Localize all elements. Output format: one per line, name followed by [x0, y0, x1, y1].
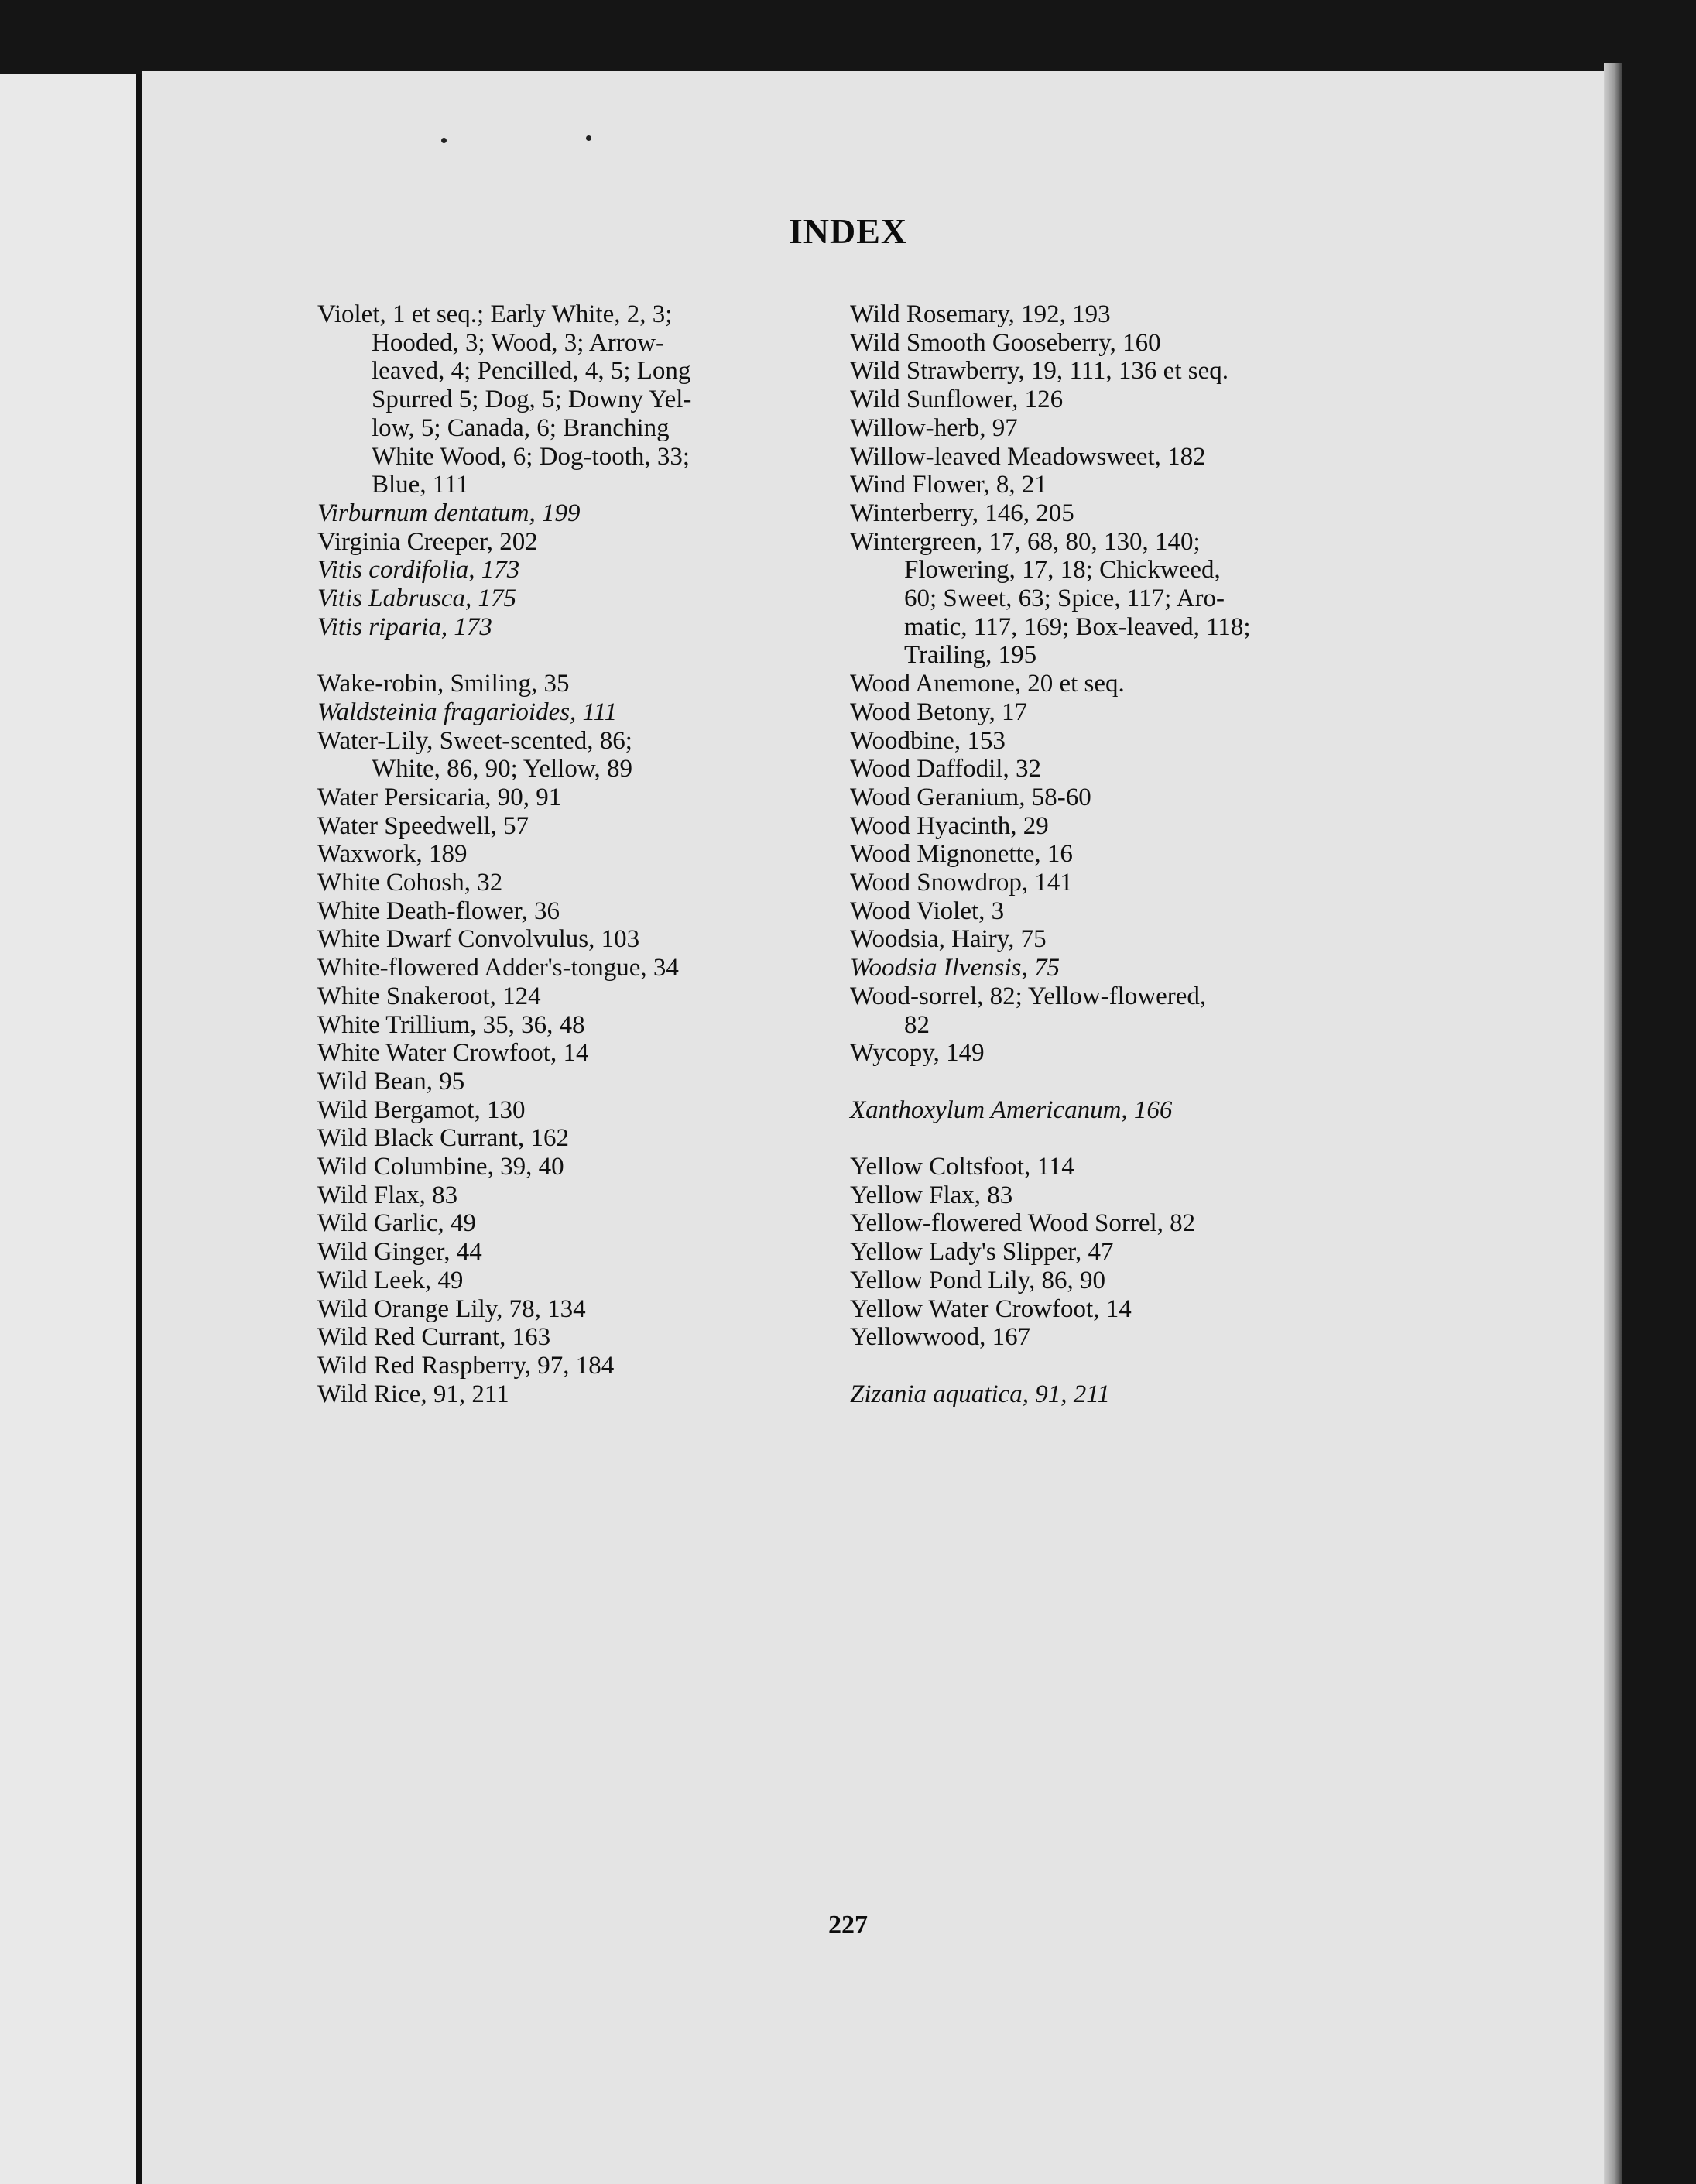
index-entry-line: 60; Sweet, 63; Spice, 117; Aro- [904, 585, 1225, 613]
index-entry [850, 414, 1361, 443]
index-entry [317, 1267, 828, 1295]
binding-gutter [136, 74, 142, 2184]
index-entry [317, 1153, 828, 1181]
index-entry [850, 443, 1361, 471]
index-entry [317, 1323, 828, 1352]
index-entry [317, 585, 828, 613]
index-entry [317, 954, 828, 982]
index-entry [850, 386, 1361, 414]
index-entry-line: Xanthoxylum Americanum, 166 [850, 1095, 1173, 1124]
index-entry [317, 925, 828, 954]
index-entry-line: Woodsia Ilvensis, 75 [850, 954, 1060, 982]
index-entry-line: low, 5; Canada, 6; Branching [372, 413, 670, 442]
index-entry-line: White Water Crowfoot, 14 [317, 1039, 589, 1068]
index-entry [317, 982, 828, 1011]
index-entry [317, 1039, 828, 1068]
index-entry [850, 1153, 1361, 1181]
index-entry [850, 727, 1361, 756]
letter-section-gap [850, 1352, 1361, 1380]
index-entry [850, 1096, 1361, 1125]
index-entry-line: Spurred 5; Dog, 5; Downy Yel- [372, 386, 692, 414]
facing-page [0, 74, 139, 2184]
index-entry [317, 1181, 828, 1210]
index-entry-line: Wild Black Currant, 162 [317, 1124, 569, 1153]
index-entry-line: Wild Orange Lily, 78, 134 [317, 1294, 586, 1323]
index-entry [317, 840, 828, 869]
index-entry [850, 1295, 1361, 1324]
index-entry-line: Flowering, 17, 18; Chickweed, [904, 556, 1221, 585]
index-entry [317, 812, 828, 841]
index-entry-line: leaved, 4; Pencilled, 4, 5; Long [372, 357, 691, 386]
index-entry-line: Violet, 1 et seq.; Early White, 2, 3; [317, 300, 673, 328]
index-entry-line: White Dwarf Convolvulus, 103 [317, 925, 640, 954]
index-entry-line: matic, 117, 169; Box-leaved, 118; [904, 612, 1251, 641]
index-entry [317, 1011, 828, 1040]
index-entry [317, 1124, 828, 1153]
index-entry-line: Winterberry, 146, 205 [850, 499, 1074, 527]
index-entry [850, 1267, 1361, 1295]
index-entry-line: Willow-leaved Meadowsweet, 182 [850, 442, 1206, 471]
index-entry-line: Woodbine, 153 [850, 726, 1006, 755]
index-entry-line: Wild Sunflower, 126 [850, 386, 1064, 414]
index-column-right [850, 300, 1361, 1408]
index-entry-line: White Wood, 6; Dog-tooth, 33; [372, 442, 690, 471]
index-entry [850, 1238, 1361, 1267]
index-entry-line: Vitis Labrusca, 175 [317, 585, 516, 613]
index-entry-line: 82 [904, 1010, 930, 1039]
index-entry-line: Virginia Creeper, 202 [317, 527, 538, 556]
index-entry-line: Water Persicaria, 90, 91 [317, 783, 562, 811]
index-entry [850, 499, 1361, 528]
index-entry-line: Wake-robin, Smiling, 35 [317, 670, 570, 698]
index-entry [317, 897, 828, 926]
index-entry-line: Wood Betony, 17 [850, 698, 1027, 726]
index-entry [850, 982, 1361, 1039]
page-edge-shadow [1604, 63, 1622, 2184]
index-entry [317, 528, 828, 557]
index-entry [317, 670, 828, 698]
speck [441, 138, 447, 143]
index-entry-line: White Snakeroot, 124 [317, 982, 541, 1010]
index-entry-line: Yellow Water Crowfoot, 14 [850, 1294, 1132, 1323]
index-entry [850, 670, 1361, 698]
index-entry-line: Wind Flower, 8, 21 [850, 471, 1047, 499]
index-entry-line: Wild Rosemary, 192, 193 [850, 300, 1111, 328]
index-entry-line: Wood Mignonette, 16 [850, 840, 1073, 869]
index-entry-line: Wood Geranium, 58-60 [850, 783, 1091, 811]
index-entry [850, 1209, 1361, 1238]
index-entry-line: Wild Columbine, 39, 40 [317, 1153, 564, 1181]
index-entry [850, 812, 1361, 841]
index-entry [317, 1209, 828, 1238]
index-entry-line: Wild Leek, 49 [317, 1266, 464, 1294]
index-entry [317, 869, 828, 897]
index-entry-line: Wild Red Raspberry, 97, 184 [317, 1352, 615, 1380]
index-entry [317, 1380, 828, 1409]
index-entry-line: White-flowered Adder's-tongue, 34 [317, 954, 679, 982]
index-entry-line: Wild Smooth Gooseberry, 160 [850, 328, 1161, 357]
index-entry-line: Vitis riparia, 173 [317, 612, 492, 641]
index-entry-line: Wood Daffodil, 32 [850, 755, 1041, 783]
index-entry-line: Wild Rice, 91, 211 [317, 1380, 509, 1408]
index-entry [850, 300, 1361, 329]
index-entry [317, 613, 828, 642]
index-entry [317, 300, 828, 499]
page-number: 227 [828, 1911, 868, 1939]
letter-section-gap [850, 1068, 1361, 1096]
index-entry [850, 1181, 1361, 1210]
index-entry-line: Blue, 111 [372, 471, 469, 499]
index-entry [317, 1096, 828, 1125]
index-entry-line: Wild Red Currant, 163 [317, 1323, 551, 1352]
index-entry [850, 1380, 1361, 1409]
index-entry [317, 1068, 828, 1096]
index-entry [317, 698, 828, 727]
index-entry-line: Yellow Pond Lily, 86, 90 [850, 1266, 1106, 1294]
index-entry-line: Willow-herb, 97 [850, 413, 1018, 442]
index-entry-line: Water Speedwell, 57 [317, 811, 529, 840]
index-entry [850, 698, 1361, 727]
index-entry [317, 727, 828, 783]
index-entry-line: Waxwork, 189 [317, 840, 468, 869]
index-entry-line: White Death-flower, 36 [317, 897, 560, 925]
index-column-left [317, 300, 828, 1408]
index-entry-line: Wood-sorrel, 82; Yellow-flowered, [850, 982, 1207, 1010]
index-entry-line: Wild Ginger, 44 [317, 1238, 482, 1267]
index-entry-line: Wood Hyacinth, 29 [850, 811, 1049, 840]
index-entry-line: Yellow Flax, 83 [850, 1181, 1013, 1209]
index-entry [850, 1039, 1361, 1068]
index-entry-line: Wild Flax, 83 [317, 1181, 458, 1209]
index-entry-line: Wood Anemone, 20 et seq. [850, 670, 1125, 698]
index-entry [850, 755, 1361, 783]
index-entry [850, 1323, 1361, 1352]
index-entry [317, 499, 828, 528]
index-entry [850, 869, 1361, 897]
index-entry [850, 954, 1361, 982]
index-entry [850, 897, 1361, 926]
index-entry [850, 840, 1361, 869]
page-title: INDEX [788, 211, 908, 251]
index-entry-line: White Trillium, 35, 36, 48 [317, 1010, 585, 1039]
index-entry [317, 556, 828, 585]
index-entry-line: Wild Bean, 95 [317, 1067, 465, 1095]
index-entry [850, 783, 1361, 812]
index-entry-line: Woodsia, Hairy, 75 [850, 925, 1047, 954]
index-entry-line: Virburnum dentatum, 199 [317, 499, 581, 527]
index-entry-line: Hooded, 3; Wood, 3; Arrow- [372, 328, 665, 357]
speck [586, 135, 591, 141]
index-entry [850, 471, 1361, 499]
index-entry-line: Wild Bergamot, 130 [317, 1095, 526, 1124]
index-entry-line: Yellow Lady's Slipper, 47 [850, 1238, 1114, 1267]
index-entry-line: Water-Lily, Sweet-scented, 86; [317, 726, 632, 755]
index-entry-line: Wood Violet, 3 [850, 897, 1005, 925]
letter-section-gap [850, 1124, 1361, 1153]
index-entry [317, 1352, 828, 1380]
index-entry [850, 528, 1361, 670]
index-entry-line: Zizania aquatica, 91, 211 [850, 1380, 1110, 1408]
index-entry-line: Wood Snowdrop, 141 [850, 869, 1073, 897]
index-entry-line: White, 86, 90; Yellow, 89 [372, 755, 633, 783]
index-entry-line: White Cohosh, 32 [317, 869, 503, 897]
index-entry-line: Vitis cordifolia, 173 [317, 556, 520, 585]
index-entry [317, 783, 828, 812]
index-entry-line: Wycopy, 149 [850, 1039, 985, 1068]
index-entry [317, 1295, 828, 1324]
index-entry-line: Waldsteinia fragarioides, 111 [317, 698, 618, 726]
index-entry-line: Wild Garlic, 49 [317, 1209, 476, 1238]
index-entry-line: Yellowwood, 167 [850, 1323, 1031, 1352]
index-entry [850, 925, 1361, 954]
index-entry-line: Yellow-flowered Wood Sorrel, 82 [850, 1209, 1196, 1238]
index-entry-line: Wintergreen, 17, 68, 80, 130, 140; [850, 527, 1201, 556]
index-entry-line: Trailing, 195 [904, 641, 1037, 670]
index-entry-line: Yellow Coltsfoot, 114 [850, 1153, 1074, 1181]
index-entry [317, 1238, 828, 1267]
index-entry [850, 357, 1361, 386]
letter-section-gap [317, 641, 828, 670]
index-entry [850, 329, 1361, 358]
index-entry-line: Wild Strawberry, 19, 111, 136 et seq. [850, 357, 1228, 386]
